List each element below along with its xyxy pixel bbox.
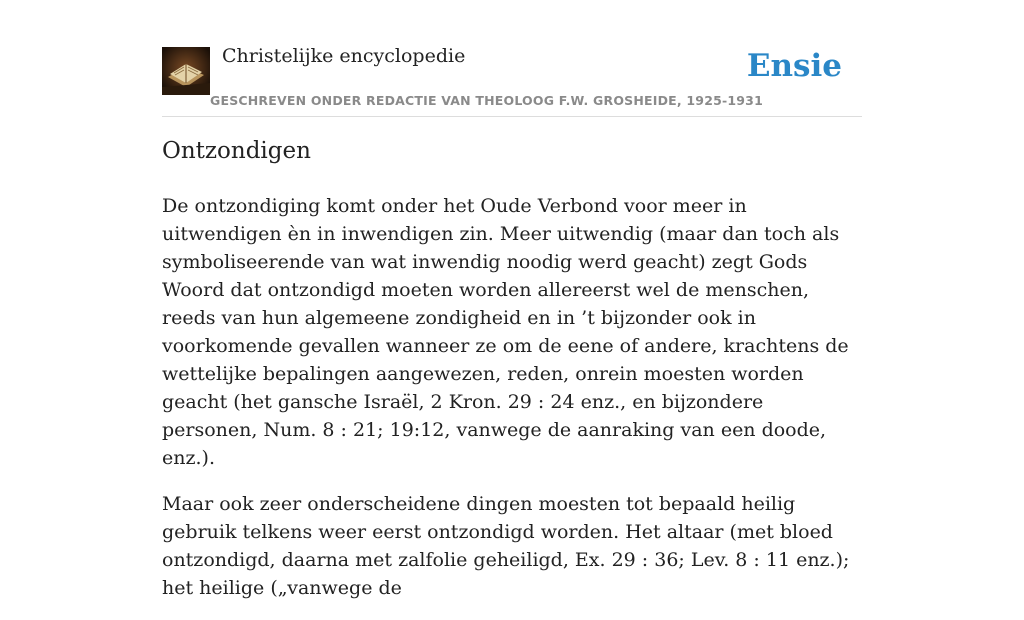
brand-logo[interactable]: Ensie xyxy=(746,48,842,84)
logo-book-icon[interactable] xyxy=(162,47,210,95)
site-title[interactable]: Christelijke encyclopedie xyxy=(222,45,466,67)
site-subtitle: GESCHREVEN ONDER REDACTIE VAN THEOLOOG F.W. GROSHEIDE, 1925-1931 xyxy=(210,93,763,108)
article-paragraph: De ontzondiging komt onder het Oude Verbond voor meer in uitwendigen èn in inwendigen zin. Meer uitwendig (maar dan toch als symboliseerende van wat inwendig noodig werd geacht) zegt Gods Woord dat ontzondigd moeten worden allereerst wel de menschen, reeds van hun algemeene zondigheid en in ’t bijzonder ook in voorkomende gevallen wanneer ze om de eene of andere, krachtens de wettelijke bepalingen aangewezen, reden, onrein moesten worden geacht (het gansche Israël, 2 Kron. 29 : 24 enz., en bijzondere personen, Num. 8 : 21; 19:12, vanwege de aanraking van een doode, enz.). xyxy=(162,195,849,469)
site-header xyxy=(162,40,862,117)
article-paragraph: Maar ook zeer onderscheidene dingen moesten tot bepaald heilig gebruik telkens weer eerst ontzondigd worden. Het altaar (met bloed ontzondigd, daarna met zalfolie geheiligd, Ex. 29 : 36; Lev. 8 : 11 enz.); het heilige („vanwege de xyxy=(162,493,850,599)
article-title: Ontzondigen xyxy=(162,138,311,164)
article-body xyxy=(162,192,862,620)
